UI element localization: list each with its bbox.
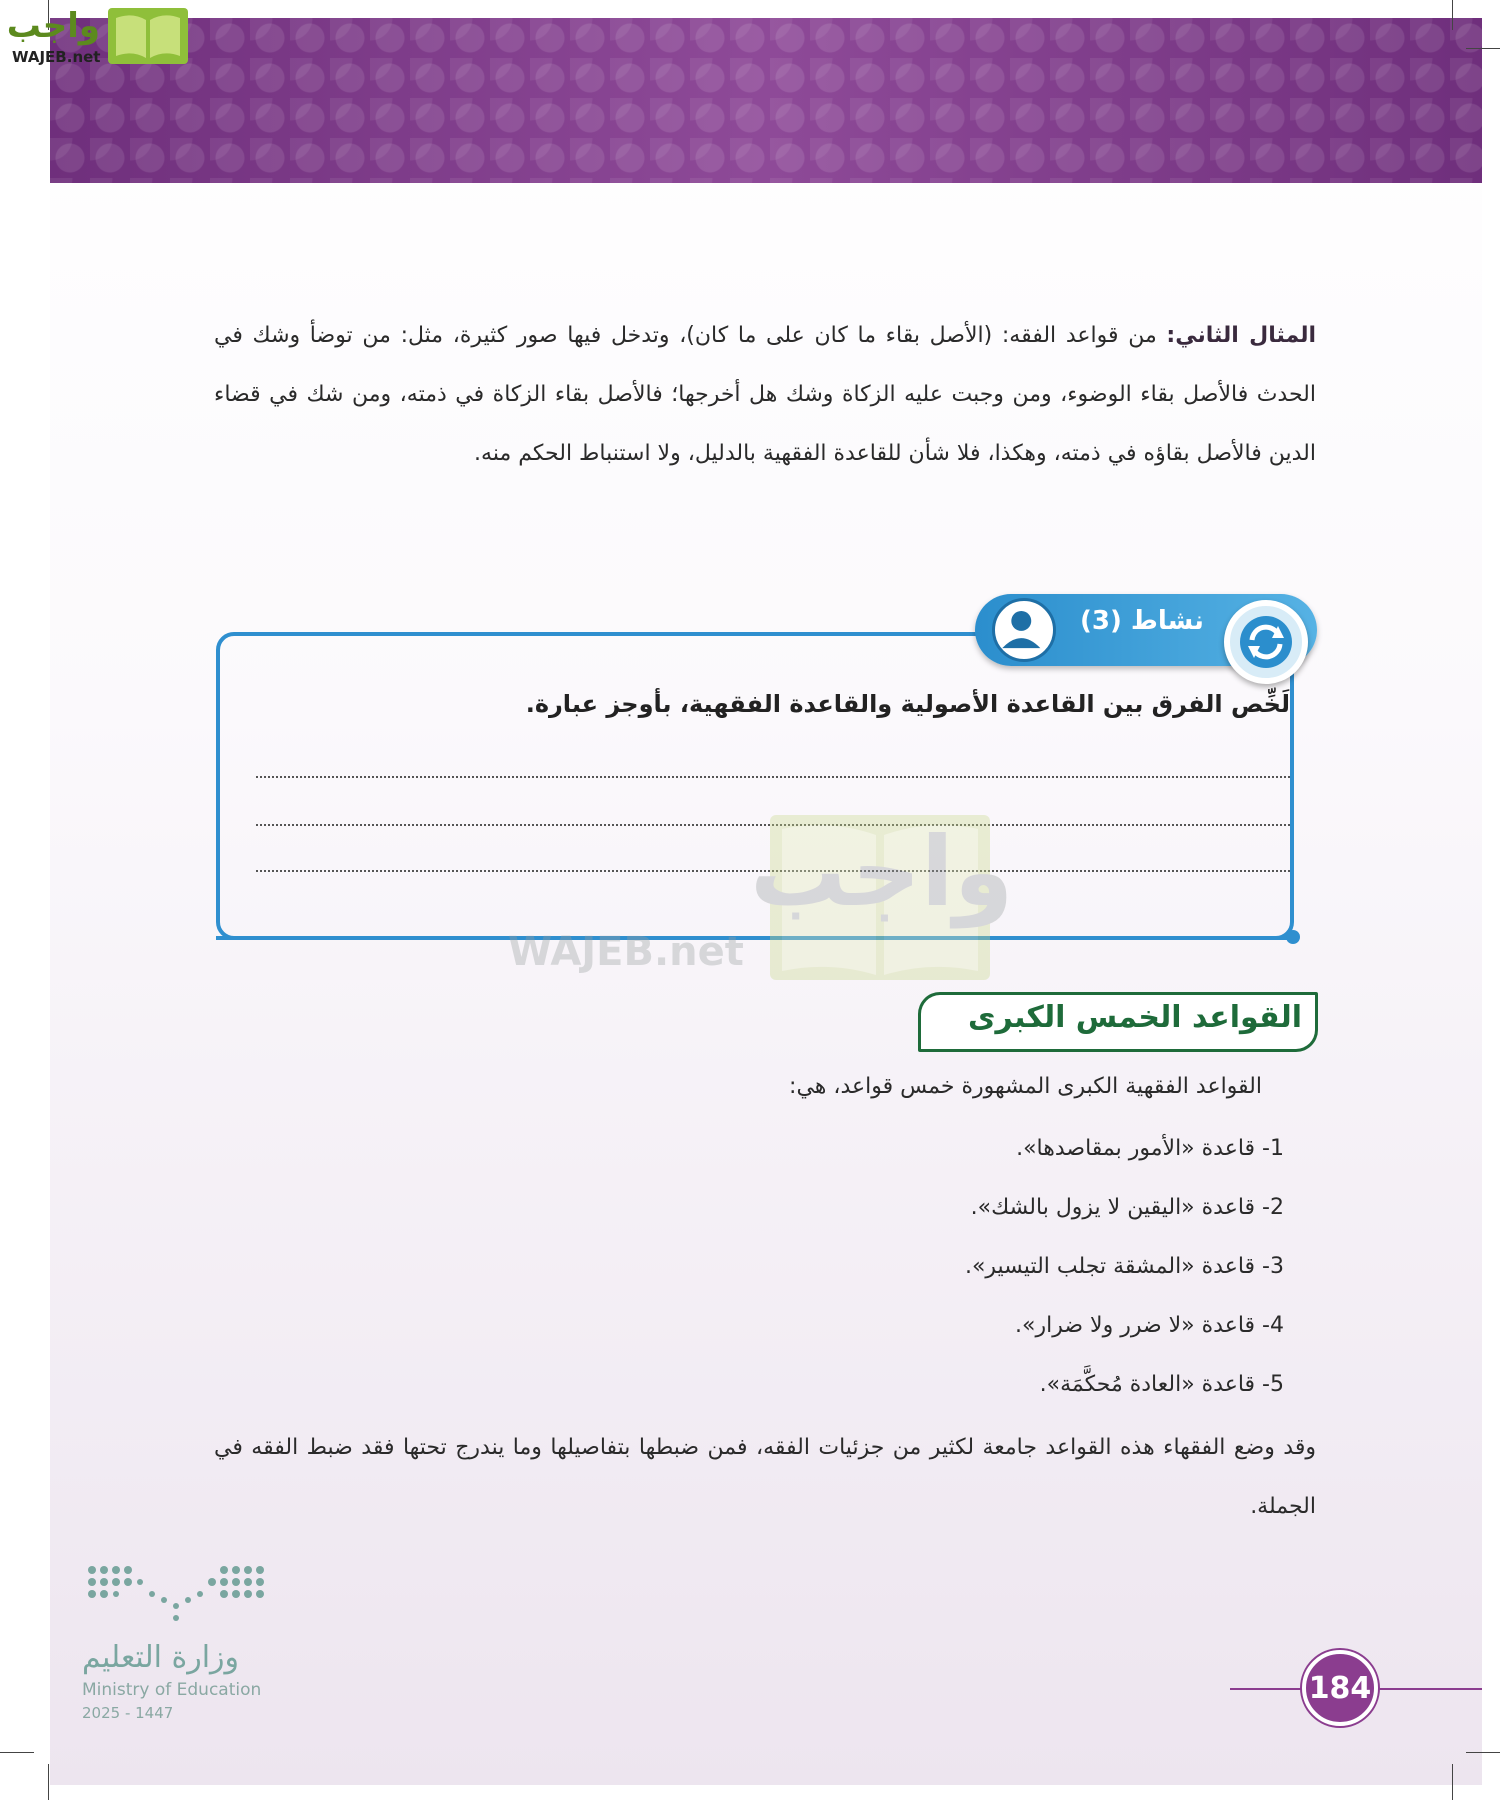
ministry-name-ar: وزارة التعليم [82, 1640, 240, 1675]
wajeb-logo[interactable] [8, 4, 188, 66]
example-lead: المثال الثاني: [1166, 323, 1316, 348]
crop-mark [48, 1764, 49, 1800]
activity-box [216, 632, 1294, 940]
rules-intro: القواعد الفقهية الكبرى المشهورة خمس قواعد، هي: [789, 1074, 1262, 1099]
student-icon [992, 598, 1056, 662]
wajeb-logo-word: واجب [6, 6, 100, 46]
example-text: من قواعد الفقه: (الأصل بقاء ما كان على ما كان)، وتدخل فيها صور كثيرة، مثل: من توضأ وشك في الحدث فالأصل بقاء الوضوء، ومن وجبت عليه الزكاة وشك هل أخرجها؛ فالأصل بقاء الزكاة في ذمته، ومن شك في قضاء الدين فالأصل بقاؤه في ذمته، وهكذا، فلا شأن للقاعدة الفقهية بالدليل، ولا استنباط الحكم منه. [214, 323, 1316, 466]
activity-question: لَخِّص الفرق بين القاعدة الأصولية والقاعدة الفقهية، بأوجز عبارة. [525, 690, 1290, 718]
book-icon [108, 8, 188, 64]
answer-line[interactable] [256, 824, 1290, 826]
crop-mark [1452, 1764, 1453, 1800]
activity-title: نشاط (3) [1080, 606, 1204, 636]
crop-mark [1466, 1752, 1500, 1753]
crop-mark [1466, 48, 1500, 49]
rule-item: 1- قاعدة «الأمور بمقاصدها». [1016, 1136, 1284, 1161]
page-number: 184 [1302, 1650, 1378, 1726]
wajeb-logo-net: WAJEB.net [12, 48, 101, 66]
ministry-name-en: Ministry of Education [82, 1680, 262, 1700]
answer-line[interactable] [256, 776, 1290, 778]
activity-box-tail [216, 936, 1294, 940]
section-title: القواعد الخمس الكبرى [967, 1000, 1302, 1035]
ministry-year: 2025 - 1447 [82, 1704, 174, 1722]
example-paragraph [214, 306, 1316, 483]
refresh-icon [1224, 600, 1308, 684]
watermark-net: WAJEB.net [508, 929, 744, 975]
activity-box-tail-dot [1286, 930, 1300, 944]
closing-paragraph: وقد وضع الفقهاء هذه القواعد جامعة لكثير من جزئيات الفقه، فمن ضبطها بتفاصيلها وما يندرج تحتها فقد ضبط الفقه في الجملة. [214, 1435, 1316, 1519]
rule-item: 3- قاعدة «المشقة تجلب التيسير». [964, 1254, 1284, 1279]
watermark-word: واجب [750, 816, 1014, 928]
rule-item: 2- قاعدة «اليقين لا يزول بالشك». [970, 1195, 1284, 1220]
answer-line[interactable] [256, 870, 1290, 872]
header-pattern-band [50, 18, 1482, 183]
rule-item: 4- قاعدة «لا ضرر ولا ضرار». [1015, 1313, 1284, 1338]
crop-mark [1452, 0, 1453, 30]
crop-mark [0, 1752, 34, 1753]
ministry-dots-icon [82, 1560, 272, 1630]
rule-item: 5- قاعدة «العادة مُحكَّمَة». [1039, 1372, 1284, 1397]
